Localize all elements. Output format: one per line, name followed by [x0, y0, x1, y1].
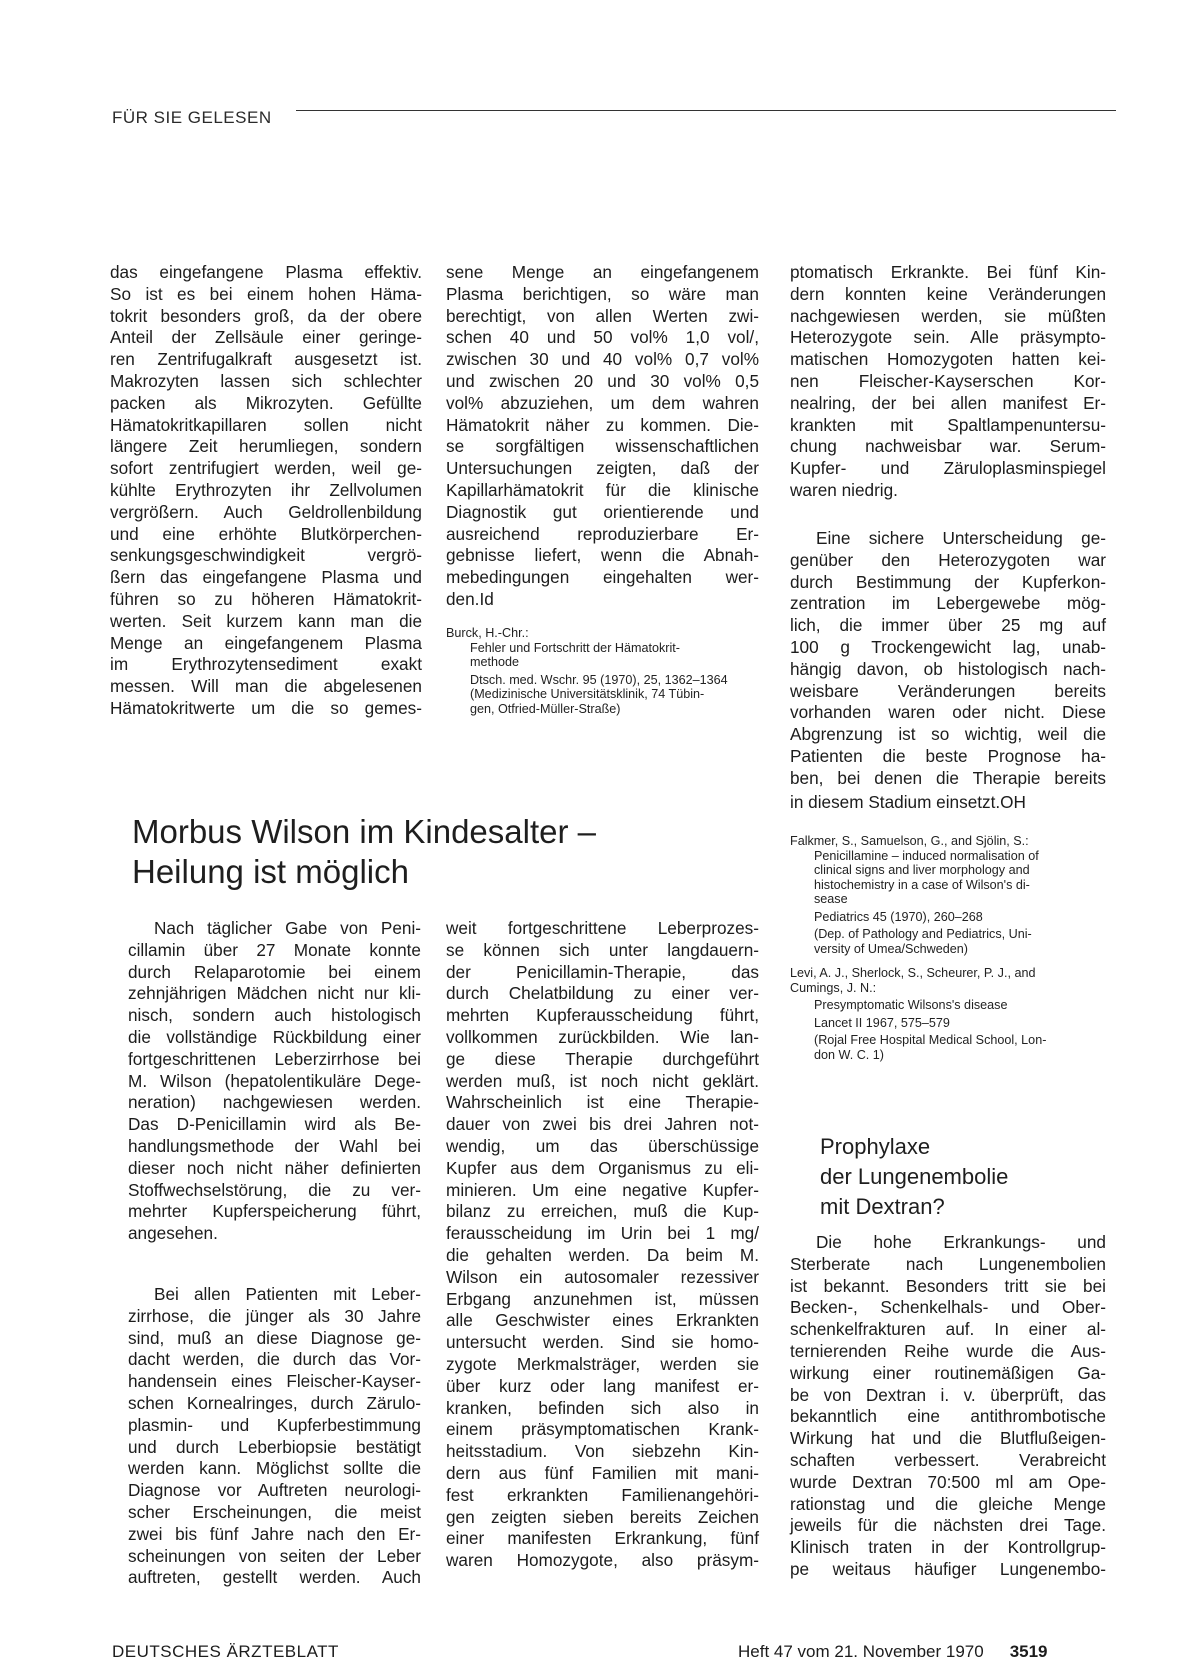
- text-line: gen zeigten sieben bereits Zeichen: [446, 1506, 759, 1527]
- article2-title: [132, 812, 596, 892]
- article2-last-line: in diesem Stadium einsetzt.: [790, 792, 1001, 812]
- reference-journal: Pediatrics 45 (1970), 260–268: [814, 909, 983, 924]
- text-line: führen so zu höheren Hämatokrit-: [110, 588, 422, 609]
- text-line: werden kann. Möglichst sollte die: [128, 1458, 421, 1479]
- text-line: handlungsmethode der Wahl bei: [128, 1135, 421, 1156]
- article2-column3-paragraph2: [790, 528, 1106, 790]
- text-line: Untersuchungen zeigten, daß der: [446, 458, 759, 479]
- reference-affiliation-line: versity of Umea/Schweden): [814, 941, 968, 956]
- text-line: jeweils für die nächsten drei Tage.: [790, 1515, 1106, 1536]
- text-line: hängig davon, ob histologisch nach-: [790, 658, 1106, 679]
- text-line: über kurz oder lang manifest er-: [446, 1375, 759, 1396]
- text-line: Anteil der Zellsäule einer geringe-: [110, 327, 422, 348]
- text-line: dieser noch nicht näher definierten: [128, 1157, 421, 1178]
- reference-journal: Dtsch. med. Wschr. 95 (1970), 25, 1362–1364: [470, 672, 728, 687]
- text-line: senkungsgeschwindigkeit vergrö-: [110, 545, 422, 566]
- text-line: nisch, sondern auch histologisch: [128, 1005, 421, 1026]
- text-line: mebedingungen eingehalten wer-: [446, 567, 759, 588]
- footer-journal-name: DEUTSCHES ÄRZTEBLATT: [112, 1642, 339, 1661]
- text-line: einer manifesten Erkrankung, fünf: [446, 1528, 759, 1549]
- text-line: mehrten Kupferausscheidung führt,: [446, 1005, 759, 1026]
- text-line: untersucht werden. Sind sie homo-: [446, 1332, 759, 1353]
- text-line: durch Relaparotomie bei einem: [128, 961, 421, 982]
- text-line: bilanz zu erreichen, muß die Kup-: [446, 1201, 759, 1222]
- text-line: ren Zentrifugalkraft ausgesetzt ist.: [110, 349, 422, 370]
- text-line: se können sich unter langdauern-: [446, 939, 759, 960]
- text-line: ist bekannt. Besonders tritt sie bei: [790, 1275, 1106, 1296]
- text-line: chung nachweisbar war. Serum-: [790, 436, 1106, 457]
- text-line: weit fortgeschrittene Leberprozes-: [446, 918, 759, 938]
- text-line: krankten mit Spaltlampenuntersu-: [790, 414, 1106, 435]
- article2-ending: [790, 792, 1106, 814]
- text-line: ferausscheidung im Urin bei 1 mg/: [446, 1223, 759, 1244]
- reference-author-line: Cumings, J. N.:: [790, 980, 877, 995]
- text-line: matischen Homozygoten hatten kei-: [790, 349, 1106, 370]
- text-line: wendig, um das überschüssige: [446, 1135, 759, 1156]
- text-line: nen Fleischer-Kayserschen Kor-: [790, 370, 1106, 391]
- text-line: Wirkung hat und die Blutflußeigen-: [790, 1428, 1106, 1449]
- text-line: packen als Mikrozyten. Gefüllte: [110, 392, 422, 413]
- text-line: Makrozyten lassen sich schlechter: [110, 370, 422, 391]
- text-line: lich, die immer über 25 mg auf: [790, 615, 1106, 636]
- article1-signature: Id: [479, 589, 494, 609]
- text-line: zwei bis fünf Jahre nach den Er-: [128, 1523, 421, 1544]
- text-line: kranken, befinden sich also in: [446, 1397, 759, 1418]
- text-line: Diagnostik gut orientierende und: [446, 501, 759, 522]
- text-line: einem präsymptomatischen Krank-: [446, 1419, 759, 1440]
- article3-title-line: mit Dextran?: [820, 1194, 945, 1219]
- text-line: ge diese Therapie durchgeführt: [446, 1048, 759, 1069]
- text-line: minieren. Um eine negative Kupfer-: [446, 1179, 759, 1200]
- reference-title-line: Fehler und Fortschritt der Hämatokrit-: [470, 640, 680, 655]
- text-line: Diagnose vor Auftreten neurologi-: [128, 1480, 421, 1501]
- reference-affiliation-line: (Rojal Free Hospital Medical School, Lon-: [814, 1033, 1047, 1047]
- text-line: 100 g Trockengewicht lag, unab-: [790, 636, 1106, 657]
- text-line: Klinisch traten in der Kontrollgrup-: [790, 1537, 1106, 1558]
- text-line: zirrhose, die jünger als 30 Jahre: [128, 1305, 421, 1326]
- text-line: Abgrenzung ist so wichtig, weil die: [790, 724, 1106, 745]
- text-line: durch Chelatbildung zu einer ver-: [446, 983, 759, 1004]
- footer-issue-date: Heft 47 vom 21. November 1970: [738, 1642, 984, 1661]
- article1-column1: [110, 262, 422, 720]
- text-line: im Erythrozytensediment exakt: [110, 654, 422, 675]
- text-line: Hämatokritwerte um die so gemes-: [110, 697, 422, 718]
- text-line: ausreichend reproduzierbare Er-: [446, 523, 759, 544]
- text-line: Nach täglicher Gabe von Peni-: [154, 918, 421, 938]
- section-label: FÜR SIE GELESEN: [112, 108, 272, 127]
- text-line: Kupfer- und Zäruloplasminspiegel: [790, 458, 1106, 479]
- text-line: Heterozygote sein. Alle präsympto-: [790, 327, 1106, 348]
- article2-title-line: Heilung ist möglich: [132, 853, 409, 890]
- article2-reference1: [790, 834, 1116, 956]
- reference-affiliation-line: gen, Otfried-Müller-Straße): [470, 701, 621, 716]
- text-line: zentration im Lebergewebe mög-: [790, 593, 1106, 614]
- text-line: vergrößern. Auch Geldrollenbildung: [110, 501, 422, 522]
- text-line: und zwischen 20 und 30 vol% 0,5: [446, 370, 759, 391]
- text-line: Kupfer aus dem Organismus zu eli-: [446, 1157, 759, 1178]
- text-line: vorhanden waren oder nicht. Diese: [790, 702, 1106, 723]
- text-line: dauer von zwei bis drei Jahren not-: [446, 1114, 759, 1135]
- reference-title-line: sease: [814, 892, 848, 906]
- text-line: ternierenden Reihe wurde die Aus-: [790, 1340, 1106, 1361]
- text-line: Eine sichere Unterscheidung ge-: [816, 528, 1106, 548]
- text-line: Menge an eingefangenem Plasma: [110, 632, 422, 653]
- text-line: längere Zeit herumliegen, sondern: [110, 436, 422, 457]
- text-line: dacht werden, die durch das Vor-: [128, 1349, 421, 1370]
- text-line: Die hohe Erkrankungs- und: [816, 1232, 1106, 1252]
- text-line: dern aus fünf Familien mit mani-: [446, 1462, 759, 1483]
- text-line: genüber den Heterozygoten war: [790, 549, 1106, 570]
- reference-affiliation-line: (Medizinische Universitätsklinik, 74 Tübin-: [470, 687, 705, 701]
- article3-text: [790, 1232, 1106, 1581]
- text-line: die vollständige Rückbildung einer: [128, 1026, 421, 1047]
- text-line: scher Erscheinungen, die meist: [128, 1501, 421, 1522]
- reference-title: Presymptomatic Wilsons's disease: [814, 998, 1008, 1012]
- article2-column3-paragraph1: [790, 262, 1106, 502]
- text-line: dern konnten keine Veränderungen: [790, 283, 1106, 304]
- text-line: wirkung einer routinemäßigen Ga-: [790, 1362, 1106, 1383]
- article1-ending: [446, 589, 759, 611]
- text-line: plasmin- und Kupferbestimmung: [128, 1414, 421, 1435]
- text-line: ptomatisch Erkrankte. Bei fünf Kin-: [790, 262, 1106, 282]
- text-line: wurde Dextran 70:500 ml am Ope-: [790, 1471, 1106, 1492]
- text-line: Patienten die beste Prognose ha-: [790, 745, 1106, 766]
- text-line: auftreten, gestellt werden. Auch: [128, 1567, 421, 1588]
- text-line: alle Geschwister eines Erkrankten: [446, 1310, 759, 1331]
- text-line: Stoffwechselstörung, die zu ver-: [128, 1179, 421, 1200]
- text-line: schaften verbessert. Verabreicht: [790, 1449, 1106, 1470]
- reference-title-line: Penicillamine – induced normalisation of: [814, 848, 1039, 863]
- article2-title-line: Morbus Wilson im Kindesalter –: [132, 813, 596, 850]
- text-line: weisbare Veränderungen bereits: [790, 680, 1106, 701]
- text-line: ßern das eingefangene Plasma und: [110, 567, 422, 588]
- text-line: Wilson ein autosomaler rezessiver: [446, 1266, 759, 1287]
- text-line: angesehen.: [128, 1223, 218, 1244]
- text-line: So ist es bei einem hohen Häma-: [110, 283, 422, 304]
- text-line: die gehalten werden. Da beim M.: [446, 1244, 759, 1265]
- article3-title-line: der Lungenembolie: [820, 1164, 1009, 1189]
- text-line: und eine erhöhte Blutkörperchen-: [110, 523, 422, 544]
- article3-title-line: Prophylaxe: [820, 1134, 931, 1159]
- text-line: vol% abzuziehen, um dem wahren: [446, 392, 759, 413]
- article2-signature: OH: [1000, 792, 1026, 812]
- text-line: rationstag und die gleiche Menge: [790, 1493, 1106, 1514]
- text-line: se sorgfältigen wissenschaftlichen: [446, 436, 759, 457]
- text-line: Bei allen Patienten mit Leber-: [154, 1284, 421, 1304]
- article3-title: [820, 1132, 1008, 1222]
- text-line: sind, muß an diese Diagnose ge-: [128, 1327, 421, 1348]
- text-line: schen 40 und 50 vol% 1,0 vol/,: [446, 327, 759, 348]
- text-line: schenkelfrakturen auf. In einer al-: [790, 1319, 1106, 1340]
- reference-authors: Falkmer, S., Samuelson, G., and Sjölin, S.:: [790, 834, 1029, 848]
- text-line: Hämatokritkapillaren sollen nicht: [110, 414, 422, 435]
- article2-column1-paragraph2: [128, 1284, 421, 1589]
- reference-title-line: clinical signs and liver morphology and: [814, 863, 1030, 877]
- text-line: zygote Merkmalsträger, werden sie: [446, 1353, 759, 1374]
- text-line: cillamin über 27 Monate konnte: [128, 939, 421, 960]
- reference-affiliation-line: (Dep. of Pathology and Pediatrics, Uni-: [814, 927, 1032, 941]
- article2-reference2: [790, 966, 1116, 1062]
- article2-column2: [446, 918, 759, 1572]
- text-line: Wahrscheinlich ist eine Therapie-: [446, 1092, 759, 1113]
- text-line: mehrter Kupferspeicherung führt,: [128, 1201, 421, 1222]
- reference-author-line: Levi, A. J., Sherlock, S., Scheurer, P. J., and: [790, 966, 1036, 980]
- text-line: Plasma berichtigen, so wäre man: [446, 283, 759, 304]
- text-line: tokrit besonders groß, da der obere: [110, 305, 422, 326]
- text-line: Das D-Penicillamin wird als Be-: [128, 1114, 421, 1135]
- text-line: neration) nachgewiesen werden.: [128, 1092, 421, 1113]
- text-line: kühlte Erythrozyten ihr Zellvolumen: [110, 479, 422, 500]
- reference-authors: Burck, H.-Chr.:: [446, 626, 529, 640]
- text-line: sofort zentrifugiert werden, weil ge-: [110, 458, 422, 479]
- text-line: be von Dextran i. v. überprüft, das: [790, 1384, 1106, 1405]
- text-line: waren niedrig.: [790, 479, 898, 500]
- text-line: sene Menge an eingefangenem: [446, 262, 759, 282]
- text-line: werten. Seit kurzem kann man die: [110, 610, 422, 631]
- text-line: nachgewiesen werden, sie müßten: [790, 305, 1106, 326]
- text-line: berechtigt, von allen Werten zwi-: [446, 305, 759, 326]
- article2-column1-paragraph1: [128, 918, 421, 1245]
- text-line: M. Wilson (hepatolentikuläre Dege-: [128, 1070, 421, 1091]
- text-line: der Penicillamin-Therapie, das: [446, 961, 759, 982]
- header-rule: [296, 110, 1116, 111]
- text-line: Erbgang anzunehmen ist, müssen: [446, 1288, 759, 1309]
- text-line: Kapillarhämatokrit für die klinische: [446, 479, 759, 500]
- article1-column2: [446, 262, 759, 589]
- footer-issue: [738, 1642, 1048, 1662]
- text-line: ben, bei denen die Therapie bereits: [790, 767, 1106, 788]
- text-line: Becken-, Schenkelhals- und Ober-: [790, 1297, 1106, 1318]
- reference-title-line: methode: [470, 655, 520, 669]
- text-line: heitsstadium. Von siebzehn Kin-: [446, 1441, 759, 1462]
- article1-reference: [446, 626, 766, 716]
- reference-affiliation-line: don W. C. 1): [814, 1047, 884, 1062]
- text-line: scheinungen von seiten der Leber: [128, 1545, 421, 1566]
- page-number: 3519: [1009, 1642, 1048, 1661]
- text-line: pe weitaus häufiger Lungenembo-: [790, 1558, 1106, 1579]
- text-line: Sterberate nach Lungenembolien: [790, 1253, 1106, 1274]
- text-line: bekanntlich eine antithrombotische: [790, 1406, 1106, 1427]
- text-line: handensein eines Fleischer-Kayser-: [128, 1371, 421, 1392]
- article1-last-line: den.: [446, 589, 480, 609]
- text-line: durch Bestimmung der Kupferkon-: [790, 571, 1106, 592]
- reference-title-line: histochemistry in a case of Wilson's di-: [814, 877, 1030, 892]
- reference-journal: Lancet II 1967, 575–579: [814, 1015, 950, 1030]
- text-line: fest erkrankten Familienangehöri-: [446, 1484, 759, 1505]
- text-line: schen Kornealringes, durch Zärulo-: [128, 1392, 421, 1413]
- text-line: zwischen 30 und 40 vol% 0,7 vol%: [446, 349, 759, 370]
- text-line: das eingefangene Plasma effektiv.: [110, 262, 422, 282]
- text-line: Hämatokrit näher zu kommen. Die-: [446, 414, 759, 435]
- text-line: fortgeschrittenen Leberzirrhose bei: [128, 1048, 421, 1069]
- text-line: waren Homozygote, also präsym-: [446, 1550, 759, 1571]
- text-line: gebnisse liefert, wenn die Abnah-: [446, 545, 759, 566]
- text-line: messen. Will man die abgelesenen: [110, 676, 422, 697]
- text-line: werden muß, ist noch nicht geklärt.: [446, 1070, 759, 1091]
- text-line: nealring, der bei allen manifest Er-: [790, 392, 1106, 413]
- text-line: und durch Leberbiopsie bestätigt: [128, 1436, 421, 1457]
- text-line: zehnjährigen Mädchen nicht nur kli-: [128, 983, 421, 1004]
- text-line: vollkommen zurückbilden. Wie lan-: [446, 1026, 759, 1047]
